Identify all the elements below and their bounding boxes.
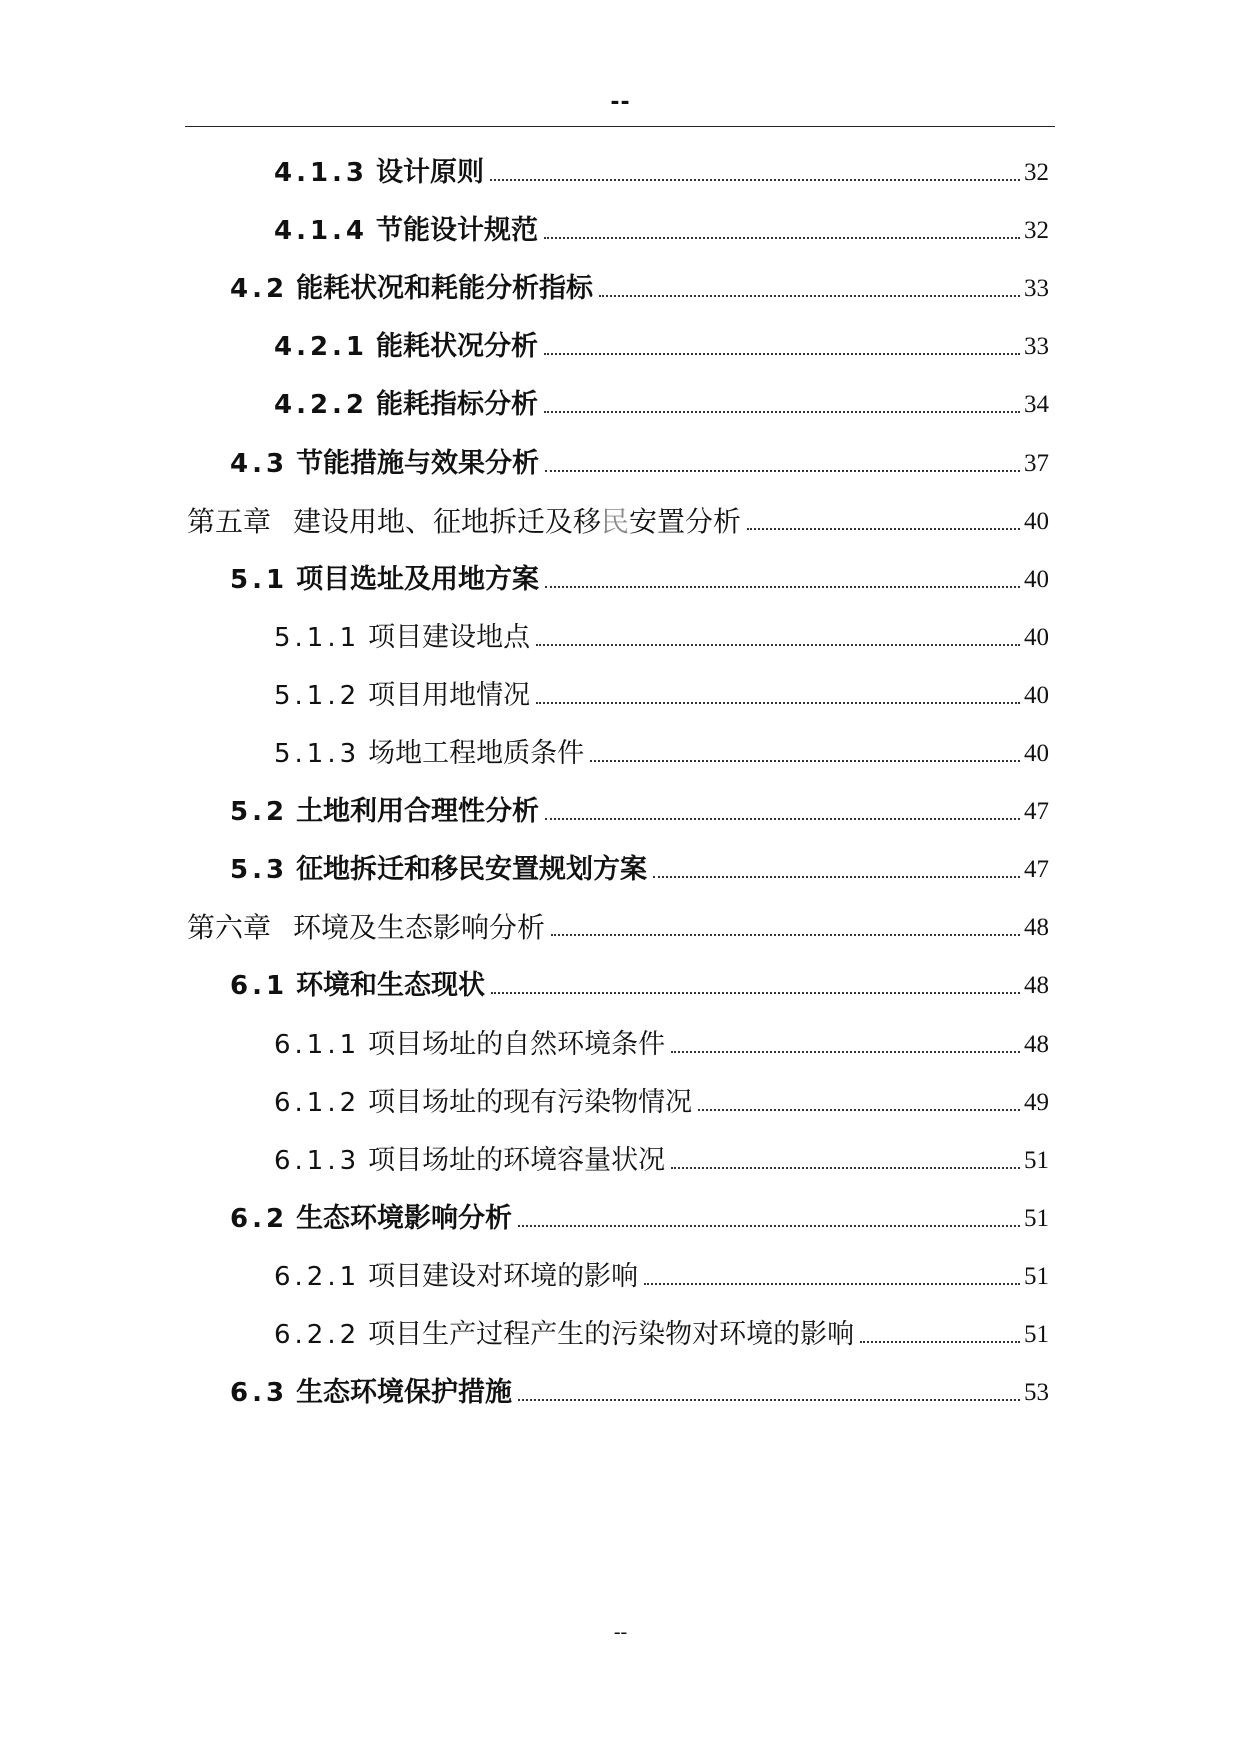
toc-entry-page-number: 40 xyxy=(1024,565,1049,593)
toc-entry[interactable] xyxy=(274,1254,1049,1294)
toc-dot-leader xyxy=(545,818,1020,820)
toc-entry[interactable] xyxy=(230,789,1049,829)
toc-dot-leader xyxy=(544,411,1020,413)
toc-entry[interactable] xyxy=(230,847,1049,887)
toc-entry-page-number: 34 xyxy=(1024,391,1049,419)
toc-entry-title: 建设用地、征地拆迁及移民安置分析 xyxy=(293,504,742,538)
toc-entry-title: 项目用地情况 xyxy=(368,679,531,711)
toc-entry[interactable] xyxy=(274,731,1049,771)
toc-entry-number: 5.2 xyxy=(230,797,289,828)
toc-entry-page-number: 51 xyxy=(1024,1146,1049,1174)
toc-entry-number: 第六章 xyxy=(187,911,272,945)
toc-entry-number: 5.1.2 xyxy=(274,680,361,711)
toc-entry-number: 第五章 xyxy=(187,504,272,538)
toc-entry-title: 节能措施与效果分析 xyxy=(296,447,540,479)
toc-entry-page-number: 51 xyxy=(1024,1262,1049,1290)
toc-entry-number: 6.1.2 xyxy=(274,1087,361,1118)
toc-entry-title: 能耗状况和耗能分析指标 xyxy=(296,273,594,305)
toc-entry-page-number: 49 xyxy=(1024,1088,1049,1116)
toc-entry-number: 6.1 xyxy=(230,971,289,1002)
toc-dot-leader xyxy=(860,1341,1020,1343)
toc-entry-page-number: 40 xyxy=(1024,623,1049,651)
toc-entry-number: 4.2 xyxy=(230,274,289,305)
toc-entry-number: 4.3 xyxy=(230,448,289,479)
toc-dot-leader xyxy=(671,1167,1020,1169)
toc-entry[interactable] xyxy=(230,1370,1049,1410)
toc-entry-title: 能耗状况分析 xyxy=(376,331,539,363)
toc-dot-leader xyxy=(536,702,1020,704)
toc-entry[interactable] xyxy=(230,557,1049,597)
toc-entry[interactable] xyxy=(230,963,1049,1003)
toc-entry-number: 4.2.2 xyxy=(274,390,369,421)
toc-dot-leader xyxy=(590,760,1020,762)
toc-dot-leader xyxy=(551,934,1020,936)
toc-entry-page-number: 40 xyxy=(1024,681,1049,709)
toc-entry[interactable] xyxy=(274,208,1049,248)
toc-dot-leader xyxy=(545,586,1020,588)
toc-entry-title: 场地工程地质条件 xyxy=(368,738,585,769)
toc-entry-page-number: 33 xyxy=(1024,333,1049,361)
toc-entry[interactable] xyxy=(230,266,1049,306)
page-footer-mark: -- xyxy=(613,1621,628,1643)
toc-entry[interactable] xyxy=(274,324,1049,364)
toc-entry-title: 土地利用合理性分析 xyxy=(296,796,540,828)
toc-dot-leader xyxy=(747,528,1020,530)
toc-entry[interactable] xyxy=(274,382,1049,422)
toc-entry-title: 能耗指标分析 xyxy=(376,389,539,421)
toc-entry-title: 生态环境保护措施 xyxy=(296,1377,513,1409)
toc-entry-number: 5.1 xyxy=(230,564,289,595)
toc-dot-leader xyxy=(599,295,1020,297)
toc-entry-number: 5.3 xyxy=(230,855,289,886)
toc-entry-page-number: 32 xyxy=(1024,159,1049,186)
toc-entry-title: 项目选址及用地方案 xyxy=(296,563,540,595)
toc-entry[interactable] xyxy=(274,150,1049,190)
toc-entry-number: 6.3 xyxy=(230,1378,289,1409)
toc-entry-number: 6.2.1 xyxy=(274,1261,361,1292)
toc-entry-page-number: 40 xyxy=(1024,507,1049,535)
toc-entry-page-number: 33 xyxy=(1024,275,1049,303)
toc-entry-number: 5.1.3 xyxy=(274,739,361,769)
toc-entry[interactable] xyxy=(274,1080,1049,1120)
toc-dot-leader xyxy=(545,470,1020,472)
toc-entry[interactable] xyxy=(187,905,1049,945)
header-divider xyxy=(185,126,1055,127)
toc-entry[interactable] xyxy=(230,1196,1049,1236)
toc-entry[interactable] xyxy=(274,1312,1049,1352)
toc-entry-number: 4.1.4 xyxy=(274,216,369,247)
toc-entry-title: 环境及生态影响分析 xyxy=(293,911,546,945)
toc-entry-title: 征地拆迁和移民安置规划方案 xyxy=(296,854,648,886)
toc-entry-title: 项目场址的自然环境条件 xyxy=(368,1028,666,1060)
toc-entry-page-number: 37 xyxy=(1024,449,1049,477)
toc-dot-leader xyxy=(491,992,1020,994)
toc-entry-title: 项目生产过程产生的污染物对环境的影响 xyxy=(368,1319,855,1350)
toc-dot-leader xyxy=(544,353,1020,355)
toc-entry-number: 4.2.1 xyxy=(274,332,369,363)
toc-entry-page-number: 48 xyxy=(1024,972,1049,1000)
toc-dot-leader xyxy=(698,1109,1020,1111)
toc-dot-leader xyxy=(671,1051,1020,1053)
toc-entry-page-number: 47 xyxy=(1024,798,1049,826)
toc-entry-page-number: 51 xyxy=(1024,1204,1049,1232)
toc-entry-number: 6.1.3 xyxy=(274,1145,361,1176)
toc-entry-number: 6.1.1 xyxy=(274,1029,361,1060)
toc-entry-number: 6.2.2 xyxy=(274,1320,361,1350)
toc-dot-leader xyxy=(518,1399,1020,1401)
toc-entry[interactable] xyxy=(187,499,1049,539)
toc-dot-leader xyxy=(490,179,1020,181)
faded-glyph: 民 xyxy=(601,504,630,538)
toc-entry[interactable] xyxy=(274,1138,1049,1178)
toc-entry-title: 节能设计规范 xyxy=(376,215,539,247)
toc-entry-title: 生态环境影响分析 xyxy=(296,1202,513,1234)
toc-entry-title: 项目建设对环境的影响 xyxy=(368,1260,639,1292)
toc-entry-title: 项目建设地点 xyxy=(368,621,531,653)
toc-entry-title: 设计原则 xyxy=(376,157,485,188)
toc-dot-leader xyxy=(653,876,1020,878)
toc-entry-page-number: 51 xyxy=(1024,1321,1049,1348)
toc-entry-title: 项目场址的环境容量状况 xyxy=(368,1144,666,1176)
toc-entry-page-number: 32 xyxy=(1024,217,1049,245)
toc-entry[interactable] xyxy=(274,1022,1049,1062)
toc-entry-title: 项目场址的现有污染物情况 xyxy=(368,1086,693,1118)
toc-entry-page-number: 48 xyxy=(1024,914,1049,942)
toc-entry-number: 4.1.3 xyxy=(274,158,369,188)
toc-dot-leader xyxy=(518,1225,1020,1227)
toc-dot-leader xyxy=(536,644,1020,646)
toc-entry-page-number: 47 xyxy=(1024,856,1049,884)
toc-entry-title: 环境和生态现状 xyxy=(296,970,486,1002)
toc-entry-number: 5.1.1 xyxy=(274,622,361,653)
toc-entry-page-number: 48 xyxy=(1024,1030,1049,1058)
toc-entry-page-number: 53 xyxy=(1024,1379,1049,1407)
toc-dot-leader xyxy=(544,237,1020,239)
toc-entry-number: 6.2 xyxy=(230,1203,289,1234)
toc-entry[interactable] xyxy=(230,441,1049,481)
toc-entry[interactable] xyxy=(274,673,1049,713)
toc-entry[interactable] xyxy=(274,615,1049,655)
toc-entry-page-number: 40 xyxy=(1024,740,1049,767)
page-header-mark: -- xyxy=(610,90,631,115)
toc-dot-leader xyxy=(644,1283,1020,1285)
